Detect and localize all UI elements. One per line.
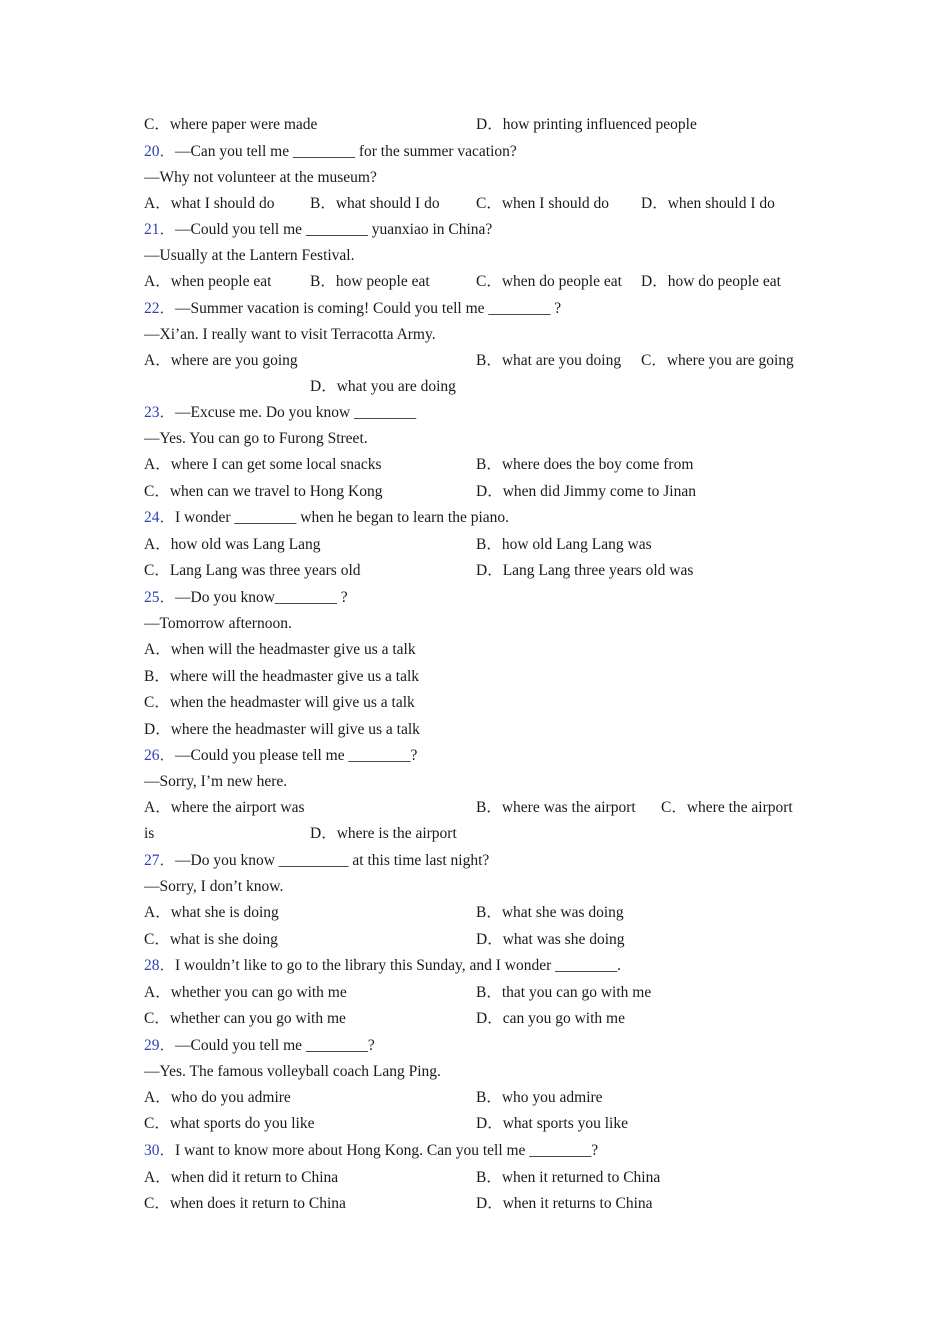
q26-option-b: B．where was the airport bbox=[476, 799, 636, 816]
q22-reply: —Xi’an. I really want to visit Terracotta Army. bbox=[144, 326, 436, 343]
q30-option-d: D．when it returns to China bbox=[476, 1195, 653, 1212]
q26-option-a: A．where the airport was bbox=[144, 799, 305, 816]
q26-option-d: D．where is the airport bbox=[310, 825, 457, 842]
question-number: 26． bbox=[144, 747, 176, 764]
q24-option-b: B．how old Lang Lang was bbox=[476, 536, 652, 553]
q29-option-b: B．who you admire bbox=[476, 1089, 603, 1106]
question-number: 23． bbox=[144, 404, 176, 421]
q25-stem: 25．—Do you know________ ? bbox=[144, 589, 348, 606]
q30-option-c: C．when does it return to China bbox=[144, 1195, 346, 1212]
q19-option-c: C．where paper were made bbox=[144, 116, 318, 133]
q27-option-b: B．what she was doing bbox=[476, 904, 624, 921]
question-number: 29． bbox=[144, 1037, 176, 1054]
q30-option-b: B．when it returned to China bbox=[476, 1169, 661, 1186]
q28-option-d: D．can you go with me bbox=[476, 1010, 625, 1027]
q26-option-c: C．where the airport bbox=[661, 799, 793, 816]
q22-option-a: A．where are you going bbox=[144, 352, 298, 369]
q28-option-c: C．whether can you go with me bbox=[144, 1010, 346, 1027]
question-number: 27． bbox=[144, 852, 176, 869]
q23-option-c: C．when can we travel to Hong Kong bbox=[144, 483, 383, 500]
q29-reply: —Yes. The famous volleyball coach Lang Ping. bbox=[144, 1063, 441, 1080]
q19-option-d: D．how printing influenced people bbox=[476, 116, 697, 133]
q27-stem: 27．—Do you know _________ at this time last night? bbox=[144, 852, 490, 869]
q28-option-b: B．that you can go with me bbox=[476, 984, 652, 1001]
q21-option-a: A．when people eat bbox=[144, 273, 272, 290]
question-number: 21． bbox=[144, 221, 176, 238]
question-number: 20． bbox=[144, 143, 176, 160]
q21-reply: —Usually at the Lantern Festival. bbox=[144, 247, 355, 264]
question-number: 30． bbox=[144, 1142, 176, 1159]
q23-option-a: A．where I can get some local snacks bbox=[144, 456, 382, 473]
q27-option-d: D．what was she doing bbox=[476, 931, 625, 948]
q21-option-c: C．when do people eat bbox=[476, 273, 622, 290]
question-number: 22． bbox=[144, 300, 176, 317]
q25-option-a: A．when will the headmaster give us a talk bbox=[144, 641, 416, 658]
q22-option-c: C．where you are going bbox=[641, 352, 794, 369]
q29-option-d: D．what sports you like bbox=[476, 1115, 628, 1132]
q24-stem: 24．I wonder ________ when he began to learn the piano. bbox=[144, 509, 510, 526]
q21-stem: 21．—Could you tell me ________ yuanxiao in China? bbox=[144, 221, 493, 238]
q22-option-b: B．what are you doing bbox=[476, 352, 622, 369]
q25-reply: —Tomorrow afternoon. bbox=[144, 615, 292, 632]
q22-stem: 22．—Summer vacation is coming! Could you tell me ________ ? bbox=[144, 300, 562, 317]
q23-stem: 23．—Excuse me. Do you know ________ bbox=[144, 404, 417, 421]
q27-option-c: C．what is she doing bbox=[144, 931, 278, 948]
q29-stem: 29．—Could you tell me ________? bbox=[144, 1037, 375, 1054]
q27-reply: —Sorry, I don’t know. bbox=[144, 878, 284, 895]
q23-option-d: D．when did Jimmy come to Jinan bbox=[476, 483, 696, 500]
q30-option-a: A．when did it return to China bbox=[144, 1169, 339, 1186]
q26-option-c-continued: is bbox=[144, 825, 155, 842]
q23-option-b: B．where does the boy come from bbox=[476, 456, 694, 473]
q23-reply: —Yes. You can go to Furong Street. bbox=[144, 430, 368, 447]
q20-option-c: C．when I should do bbox=[476, 195, 610, 212]
question-number: 28． bbox=[144, 957, 176, 974]
q25-option-d: D．where the headmaster will give us a talk bbox=[144, 721, 420, 738]
q21-option-d: D．how do people eat bbox=[641, 273, 781, 290]
question-number: 24． bbox=[144, 509, 176, 526]
q25-option-c: C．when the headmaster will give us a talk bbox=[144, 694, 415, 711]
question-number: 25． bbox=[144, 589, 176, 606]
q24-option-a: A．how old was Lang Lang bbox=[144, 536, 321, 553]
q28-option-a: A．whether you can go with me bbox=[144, 984, 347, 1001]
q24-option-d: D．Lang Lang three years old was bbox=[476, 562, 694, 579]
q27-option-a: A．what she is doing bbox=[144, 904, 279, 921]
q20-option-d: D．when should I do bbox=[641, 195, 775, 212]
q20-stem: 20．—Can you tell me ________ for the summer vacation? bbox=[144, 143, 517, 160]
q28-stem: 28．I wouldn’t like to go to the library this Sunday, and I wonder ________. bbox=[144, 957, 622, 974]
q25-option-b: B．where will the headmaster give us a talk bbox=[144, 668, 420, 685]
q26-reply: —Sorry, I’m new here. bbox=[144, 773, 288, 790]
q21-option-b: B．how people eat bbox=[310, 273, 430, 290]
q22-option-d: D．what you are doing bbox=[310, 378, 456, 395]
q20-reply: —Why not volunteer at the museum? bbox=[144, 169, 377, 186]
q20-option-a: A．what I should do bbox=[144, 195, 275, 212]
q26-stem: 26．—Could you please tell me ________? bbox=[144, 747, 418, 764]
q20-option-b: B．what should I do bbox=[310, 195, 440, 212]
q29-option-c: C．what sports do you like bbox=[144, 1115, 315, 1132]
q29-option-a: A．who do you admire bbox=[144, 1089, 291, 1106]
q30-stem: 30．I want to know more about Hong Kong. Can you tell me ________? bbox=[144, 1142, 599, 1159]
q24-option-c: C．Lang Lang was three years old bbox=[144, 562, 361, 579]
